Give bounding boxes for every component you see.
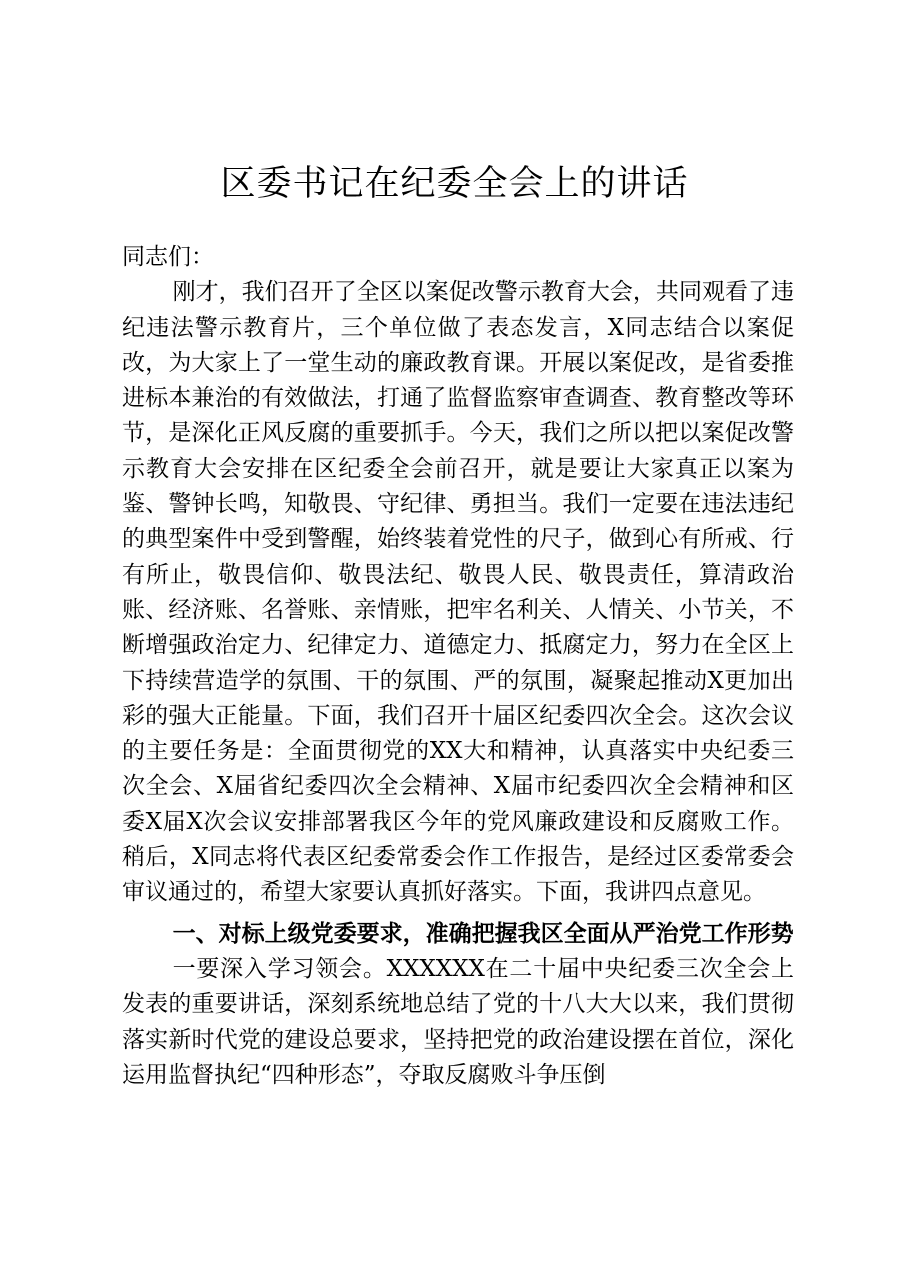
salutation: 同志们： [122,244,214,270]
paragraph: 一要深入学习领会。XXXXXX在二十届中央纪委三次全会上发表的重要讲话，深刻系统地总结了党的十八大大以来，我们贯彻落实新时代党的建设总要求，坚持把党的政治建设摆在首位，深化运用监督执纪“四种形态”，夺取反腐败斗争压倒 [122,955,794,1088]
section-heading: 一、对标上级党委要求，准确把握我区全面从严治党工作形势 [172,920,794,947]
paragraph: 刚才，我们召开了全区以案促改警示教育大会，共同观看了违纪违法警示教育片，三个单位做了表态发言，X同志结合以案促改，为大家上了一堂生动的廉政教育课。开展以案促改，是省委推进标本兼治的有效做法，打通了监督监察审查调查、教育整改等环节，是深化正风反腐的重要抓手。今天，我们之所以把以案促改警示教育大会安排在区纪委全会前召开，就是要让大家真正以案为鉴、警钟长鸣，知敬畏、守纪律、勇担当。我们一定要在违法违纪的典型案件中受到警醒，始终装着党性的尺子，做到心有所戒、行有所止，敬畏信仰、敬畏法纪、敬畏人民、敬畏责任，算清政治账、经济账、名誉账、亲情账，把牢名利关、人情关、小节关，不断增强政治定力、纪律定力、道德定力、抵腐定力，努力在全区上下持续营造学的氛围、干的氛围、严的氛围，凝聚起推动X更加出彩的强大正能量。下面，我们召开十届区纪委四次全会。这次会议的主要任务是：全面贯彻党的XX大和精神，认真落实中央纪委三次全会、X届省纪委四次全会精神、X届市纪委四次全会精神和区委X届X次会议安排部署我区今年的党风廉政建设和反腐败工作。稍后，X同志将代表区纪委常委会作工作报告，是经过区委常委会审议通过的，希望大家要认真抓好落实。下面，我讲四点意见。 [122,279,794,906]
document-body [122,240,794,1093]
document-title: 区委书记在纪委全会上的讲话 [220,164,689,204]
